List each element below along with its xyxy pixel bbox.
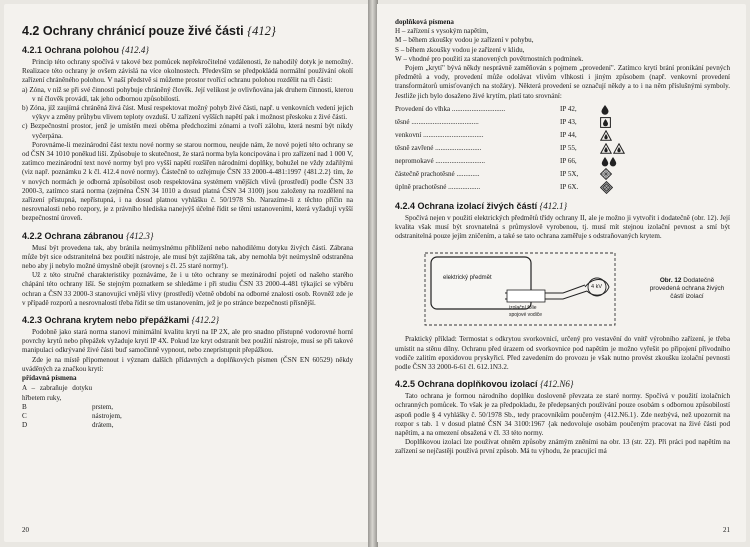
table-row [395,116,730,129]
section-4-2-5-heading [395,379,730,390]
section-title: 4.2.1 Ochrana polohou [22,45,120,55]
table-row [395,142,730,155]
paragraph: Praktický příklad: Termostat s odkrytou svorkovnicí, určený pro vestavění do vnitř výrobního zařízení, je třeba umístit na stěnu dílny. Ochranu před úrazem od svorkovnice pod napětím je možno vyřešit po připojení přívodního vodiče zalitím epoxidovou pryskyřicí. Před zavedením do provozu je však nutno provést zkoušku izolační pevnosti podle ČSN 33 2000-6-61 čl. 612.1N3.2. [395,335,730,372]
letter-value [92,384,353,402]
ip-code: IP 66, [560,156,577,165]
ip-code: IP 43, [560,117,577,126]
paragraph: Tato ochrana je formou národního doplňku dosloveně převzata ze staré normy. Spočívá v použití izolačních ochranných pomůcek. To však je za předpokladu, že předepsaných používání pouze osobám s odbornou způsobilostí aspoň podle § 4 vyhlášky č. 50/1978 Sb., tedy pracovníkům poučeným {412.N6.1}. Zde nezbývá, než upozornit na rozpor s tab. 1 v dosud platné ČSN 34 3100:1967 {ak nedovoluje osobám poučeným pracovat na živé části pod napětím, a na omezení obsažená v čl. 33 této normy. [395,392,730,438]
ip-code: IP 42, [560,104,577,113]
list-item: M – během zkoušky vodou je zařízení v pohybu, [395,36,534,45]
triangle-double-icon [600,143,660,154]
right-page [377,4,746,542]
drop-box-icon [600,117,660,128]
section-4-2-3-heading [22,315,353,326]
list-item: W – vhodné pro použití za stanovených povětrnostních podmínek. [395,54,584,63]
section-4-2-1-heading [22,45,353,56]
section-4-2-4-heading [395,201,730,212]
table-row [395,103,730,116]
paragraph: Už z této stručné charakteristiky poznáváme, že i u této ochrany se mezinárodní pojetí od našeho starého chápání této ochrany liší. Se stejným poznatkem se shledáme i při studiu ČSN 33 2000-4-481 týkající se výběru ochran a ČSN 33 2000-3 stanovující vnější vlivy (prostředí) včetně období na odborné znalosti osob. Rovněž zde je v případě rozporů a nesrovnalostí třeba řídit se tím ustanovením, jež je po stránce bezpečnosti přísnější. [22,271,353,307]
letters-list [22,384,353,430]
figure-label-object: elektrický předmět [443,275,492,282]
paragraph: Podobně jako stará norma stanoví minimální kvalitu krytí na IP 2X, ale pro snadno přístupné vodorovné horní povrchy krytů nebo přepážek vyžaduje krytí IP 4X. Pokud lze kryt odstranit bez použití nástroje, musí se při takové manipulaci odkrývané živé části buď samočinně vypnout, nebo zneprístupnit přepážkou. [22,328,353,355]
paragraph: Porovnáme-li mezinárodní část textu nové normy se starou normou, neujde nám, že nové pojetí této ochrany se od ČSN 34 1010 poněkud liší. Způsobuje to skutečnost, že stará norma byla koncipována i pro zařízení nad 1 000 V, zatímco mezinárodní text nové normy byl pro vyšší napětí rozšířen národními doplňky, bohužel ne vždy zdařilými (viz např. poznámku 2 k čl. 412.4 nové normy). Částečně to ozřejmuje ČSN 33 2000-4-481:1997 {481.2.2} tím, že v nových normách je odborná způsobilost osob respektována systémem vnějších vlivů (prostředí) podle ČSN 33 2000-3, zatímco stará norma (zejména ČSN 34 1010 a dosud platná ČSN 34 3100) jsou založeny na rozdělení na zařízení přístupná, nepřístupná, i na dosud platnou vyhlášku č. 50/1978 Sb. Narazíme-li z těchto příčin na nesrovnalosti nebo rozpory, je z právního hlediska nanejvýš účelné řídit se těmi ustanoveními, která vyžadují vyšší bezpečnostní úroveň. [22,140,353,223]
page-number: 21 [723,526,730,534]
letter-value: nástrojem, [92,411,122,420]
letter-key: D [22,421,28,430]
ip-comparison-table [395,103,730,194]
chapter-heading-text: 4.2 Ochrany chránicí pouze živé části [22,24,244,38]
grid-diamond-box-icon [600,181,660,194]
list-item: c) Bezpečnostní prostor, jenž je umístěn mezi oběma předchozími zónami a tvoří zálohu, která nesmí být nikdy vyčerpána. [22,122,353,140]
list-item: S – během zkoušky vodou je zařízení v klidu, [395,45,525,54]
page-number: 20 [22,526,29,534]
ip-label: úplně prachotěsné .................. [395,182,481,191]
paragraph: Spočívá nejen v použití elektrických předmětů třídy ochrany II, ale je možno ji vytvořit i dodatečně (obr. 12). Její kvalita však musí být srovnatelná s průmyslově vyrobenou, tj. musí mít stejnou izolační pevnost a smí být odstranitelná pouze jejím zničením, a také se tato ochrana zaměřuje s odstraňovaných krytem. [395,213,730,241]
ip-label: částečně prachotěsné ............. [395,169,480,178]
subheading-pridavna: přídavná písmena [22,374,77,383]
chapter-heading-code: {412} [247,24,276,38]
list-item: H – zařízení s vysokým napětím, [395,27,489,36]
chapter-heading [22,24,353,38]
section-title: 4.2.4 Ochrana izolací živých částí [395,200,538,211]
figure-label-leads: spojové vodiče [509,312,543,319]
section-code: {412.2} [191,315,220,326]
left-page-content [22,24,353,430]
figure-caption [644,277,730,301]
ip-label: nepromokavé ............................ [395,156,486,165]
letter-value: prstem, [92,402,114,411]
paragraph: Musí být provedena tak, aby bránila neúmyslnému přiblížení nebo nahodilému dotyku živých částí. Zábrana může být sice odstranitelná bez použití nástroje, ale musí být zajištěna tak, aby nemohla být neúmyslně odstraněna nebo aby ji nebylo možné úmyslně obejít (srovnej s čl. 25 staré normy!). [22,243,353,271]
list-item: a) Zóna, v níž se při své činnosti pohybuje chráněný člověk. Její velikost je ovlivňována jak druhem činnosti, kterou v ní člověk provádí, tak jeho odbornou způsobilostí. [22,85,353,103]
letter-key: C [22,411,27,420]
table-row [395,168,730,181]
letter-key: A – zabraňuje dotyku hřbetem ruky, [22,384,92,402]
section-title: 4.2.3 Ochrana krytem nebo přepážkami [22,315,190,326]
drop-icon [600,104,660,115]
paragraph: Pojem „krytí" bývá někdy nesprávně zaměňován s pojmem „provedení". Zatímco krytí brání pronikání pevných předmětů a vody, provedení může odolávat vlivům vlhkosti i jiným způsobem (např. venkovní provedení transformátorů umisťovaných na stožáry). Některá provedení se označují někdy a to i na něm příslušnými symboly. Jestliže jich bylo dosaženo živé krytím, platí tato srovnání: [395,64,730,100]
triangle-icon [600,130,660,141]
ip-label: Provedení do vlhka .............................. [395,104,506,113]
paragraph: Princip této ochrany spočívá v takové bez pomůcek nepřekročitelné vzdálenosti, že nahodilý dotyk je nemožný. Realizace této ochrany je ovšem závislá na více okolnostech. Především se předpokládá normální používání okolí zařízení chráněného polohou. V naší předstvě si můžeme prostor tvořící ochranu polohou rozdělit na tři části: [22,58,353,85]
left-page [4,4,369,542]
figure-label-insulation: izolační fólie [509,305,537,312]
figure-label-voltage: 4 kV [591,284,603,291]
table-row [395,181,730,194]
section-code: {412.3} [126,230,154,241]
section-title: 4.2.2 Ochrana zábranou [22,230,124,241]
letter-key: B [22,402,27,411]
paragraph: Doplňkovou izolaci lze používat ohněm způsoby známým zněními na obr. 13 (str. 22). Při práci pod napětím na zařízení se nejčastěji používá první způsob. Má tu výhodu, že pracující má [395,438,730,456]
list-item: b) Zóna, jíž zaujímá chráněná živá část. Musí respektovat možný pohyb živé části, např. u venkovních vedení jejich výkyv a změny průhybu vlivem teploty ovzduší. U zařízení vyšších napětí pak i možnost přeskoku z živé části. [22,104,353,122]
figure-12 [395,247,730,331]
figure-caption-number: Obr. 12 [659,277,682,285]
section-code: {412.4} [121,45,149,55]
ip-code: IP 5X, [560,169,579,178]
table-row [395,129,730,142]
right-page-content [395,18,730,457]
figure-caption-text: Dodatečně provedená ochrana živých částí izolací [649,277,725,301]
ip-label: venkovní .................................. [395,130,484,139]
ip-label: těsně zavřené .......................... [395,143,482,152]
table-row [395,155,730,168]
ip-code: IP 55, [560,143,577,152]
subheading-doplnkova: doplňková písmena [395,18,454,26]
drops-icon [600,156,660,167]
grid-diamond-icon [600,168,660,180]
letter-value: drátem, [92,421,114,430]
section-title: 4.2.5 Ochrana doplňkovou izolací [395,379,538,390]
ip-code: IP 44, [560,130,577,139]
ip-code: IP 6X. [560,182,579,191]
ip-label: těsné ...................................... [395,117,479,126]
paragraph: Zde je na místě připomenout i význam dalších přídavných a doplňkových písmen (ČSN EN 60529) někdy uváděných za značkou krytí: [22,355,353,373]
section-4-2-2-heading [22,231,353,242]
section-code: {412.1} [539,200,568,211]
section-code: {412.N6} [540,379,574,390]
